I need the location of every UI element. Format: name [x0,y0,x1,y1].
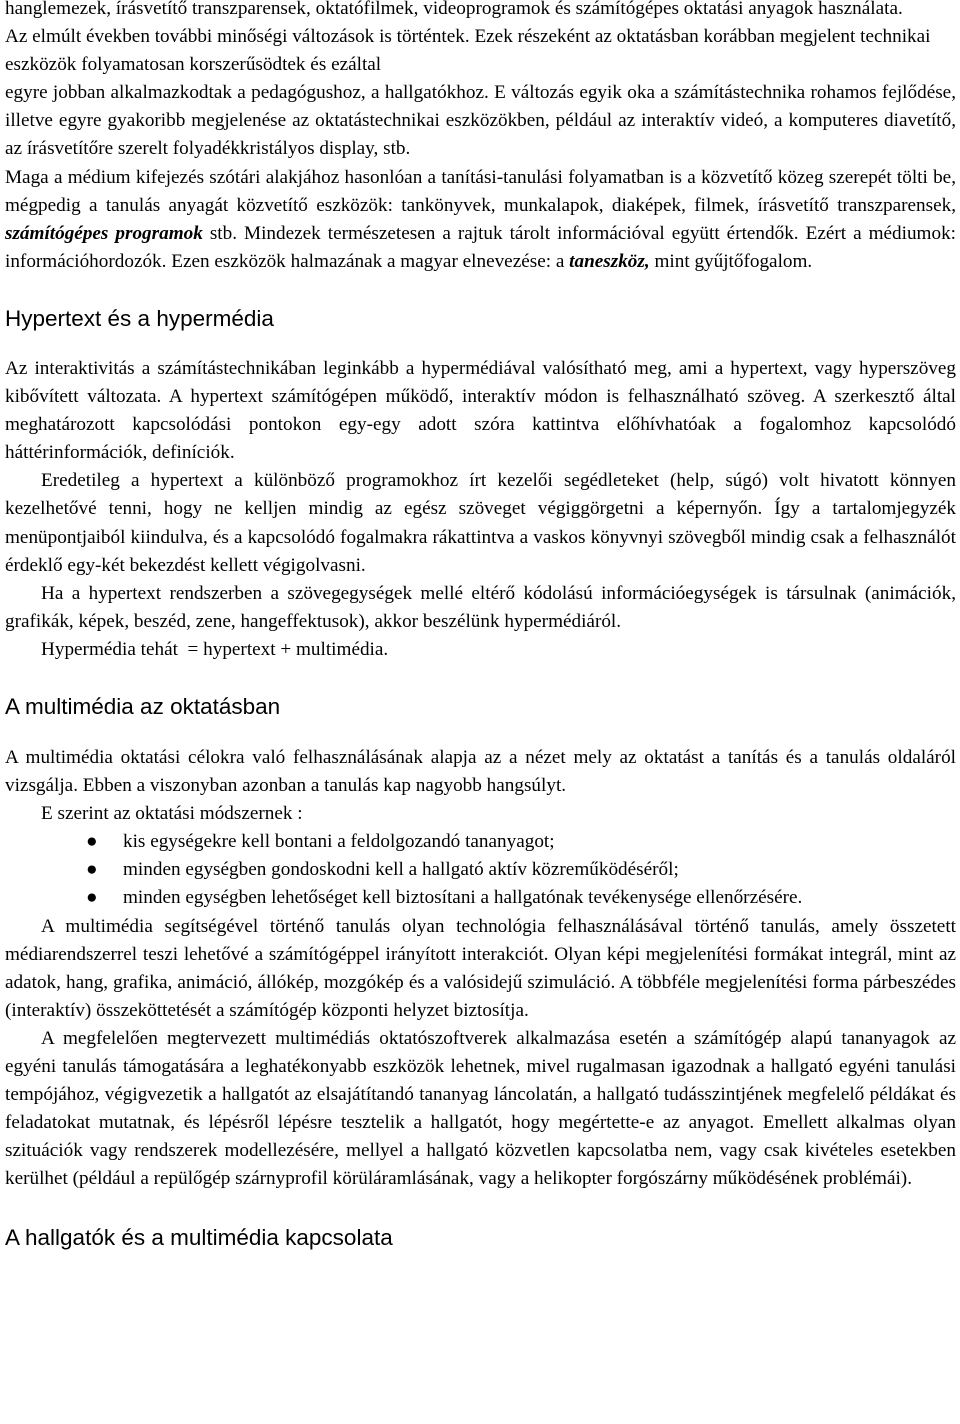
intro-p2-text-c: mint gyűjtőfogalom. [654,250,813,272]
hypertext-paragraph-1: Az interaktivitás a számítástechnikában leginkább a hypermédiával valósítható meg, ami a hypertext, vagy hyperszöveg kibővített változata. A hypertext számítógépen működő, interaktív módon is felhasználható szöveg. A szerkesztő által meghatározott kapcsolódási pontokon egy-egy adott szóra kattintva előhívhatóak a fogalomhoz kapcsolódó háttérinformációk, definíciók. [5,357,956,464]
bullet-icon: ● [86,831,98,853]
document-page [5,0,956,1253]
intro-p2-emphasis-2: taneszköz, [569,250,650,272]
heading-multimedia: A multimédia az oktatásban [5,693,281,719]
list-item: ● kis egységekre kell bontani a feldolgozandó tananyagot; [123,828,956,856]
hypertext-paragraph-4: Hypermédia tehát = hypertext + multimédia. [41,638,389,660]
multimedia-paragraph-3: A multimédia segítségével történő tanulás olyan technológia felhasználásával történő tanulás, amely összetett médiarendszerrel teszi lehetővé a számítógéppel irányított interakciót. Olyan képi megjelenítési formákat integrál, mint az adatok, hang, grafika, animáció, állókép, mozgókép és a valósidejű szimuláció. A többféle megjelenítési forma párbeszédes (interaktív) összeköttetését a számítógép központi helyzet biztosítja. [5,915,956,1021]
intro-paragraph-2 [5,164,956,276]
intro-p2-text-a: Maga a médium kifejezés szótári alakjához hasonlóan a tanítási-tanulási folyamatban is a közvetítő közeg szerepét tölti be, mégpedig a tanulás anyagát közvetítő eszközök: tankönyvek, munkalapok, diaképek, filmek, írásvetítő transzparensek, [5,166,956,216]
intro-paragraph-1b: egyre jobban alkalmazkodtak a pedagógushoz, a hallgatókhoz. E változás egyik oka a számítástechnika rohamos fejlődése, illetve egyre gyakoribb megjelenése az oktatástechnikai eszközökben, például az interaktív videó, a komputeres diavetítő, az írásvetítőre szerelt folyadékkristályos display, stb. [5,82,956,160]
method-bullet-list [5,828,956,912]
multimedia-paragraph-1: A multimédia oktatási célokra való felhasználásának alapja az a nézet mely az oktatást a tanítás és a tanulás oldaláról vizsgálja. Ebben a viszonyban azonban a tanulás kap nagyobb hangsúlyt. [5,746,956,797]
heading-hallgatok: A hallgatók és a multimédia kapcsolata [5,1225,393,1251]
intro-p2-text-b: stb. Mindezek természetesen a rajtuk tárolt információval együtt értendők. Ezért a médiumok: információhordozók. Ezen eszközök halmazának a magyar elnevezése: a [5,222,956,272]
heading-hypertext: Hypertext és a hypermédia [5,305,274,331]
list-item: ● minden egységben gondoskodni kell a hallgató aktív közreműködéséről; [123,856,956,884]
hypertext-paragraph-3: Ha a hypertext rendszerben a szövegegységek mellé eltérő kódolású információegységek is társulnak (animációk, grafikák, képek, beszéd, zene, hangeffektusok), akkor beszélünk hypermédiáról. [5,582,956,632]
bullet-icon: ● [86,887,98,909]
bullet-icon: ● [86,859,98,881]
list-item: ● minden egységben lehetőséget kell biztosítani a hallgatónak tevékenysége ellenőrzésére. [123,884,956,912]
hypertext-paragraph-2: Eredetileg a hypertext a különböző programokhoz írt kezelői segédleteket (help, súgó) volt hivatott könnyen kezelhetővé tenni, hogy ne kelljen mindig az egész szöveget végiggörgetni a képernyőn. Így a tartalomjegyzék menüpontjaiból kiindulva, és a kapcsolódó fogalmakra rákattintva a vaskos könyvnyi szövegből mindig csak a felhasználót érdeklő egy-két bekezdést kellett végigolvasni. [5,470,956,576]
multimedia-paragraph-4: A megfelelően megtervezett multimédiás oktatószoftverek alkalmazása esetén a számítógép alapú tananyagok az egyéni tanulás támogatására a leghatékonyabb eszközök lehetnek, mivel rugalmasan igazodnak a hallgató egyéni tanulási tempójához, végigvezetik a hallgatót az elsajátítandó tananyag láncolatán, a hallgató tudásszintjének megfelelő példákat és feladatokat mutatnak, és lépésről lépésre tesztelik a hallgatót, hogy megértette-e az anyagot. Emellett alkalmas olyan szituációk vagy rendszerek modellezésére, mellyel a hallgató közvetlen kapcsolatba nem, vagy csak kivételes esetekben kerülhet (például a repülőgép szárnyprofil körüláramlásának, vagy a helikopter forgószárny működésének problémái). [5,1027,956,1190]
intro-paragraph-1a: Az elmúlt években további minőségi változások is történtek. Ezek részeként az oktatásban korábban megjelent technikai eszközök folyamatosan korszerűsödtek és ezáltal [5,26,931,76]
intro-paragraph-0: hanglemezek, írásvetítő transzparensek, oktatófilmek, videoprogramok és számítógépes oktatási anyagok használata. [5,0,903,19]
multimedia-paragraph-2: E szerint az oktatási módszernek : [41,803,303,825]
intro-p2-emphasis: számítógépes programok [5,222,203,244]
